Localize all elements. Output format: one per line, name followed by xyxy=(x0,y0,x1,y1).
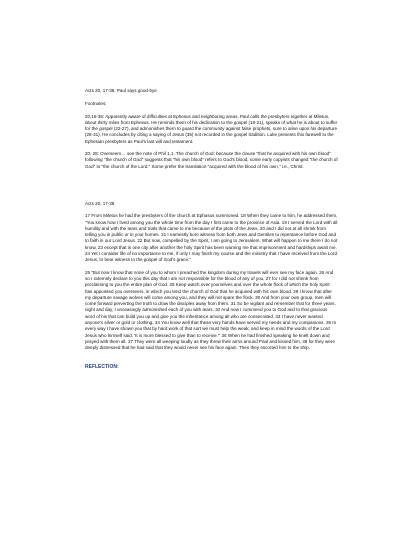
footnote-1: 20,16-35: Apparently aware of difficulties at Ephesus and neighboring areas, Paul calls the presbyters together at Miletus, about thirty miles from Ephesus. He reminds them of his dedication to the gospel (18-21), speaks of what he is about to suffer for the gospel (22-27), and admonishes them to guard the community against false prophets, sure to arise upon his departure (28-31). He concludes by citing a saying of Jesus (35) not recorded in the gospel tradition. Luke presents this farewell to the Ephesian presbyters as Paul's last will and testament. xyxy=(85,113,338,144)
scripture-paragraph-1: 17 From Miletus he had the presbyters of the church at Ephasus summoned. 18 When they came to him, he addressed them, "You know how I lived among you the whole time from the day I first came to the province of Asia. 19 I served the Lord with all humility and with the tears and trials that came to me because of the plots of the Jews, 20 and I did not at all shrink from telling you in public or in your homes. 21 I earnestly bore witness from both Jews and Gentiles to repentance before God and to faith in our Lord Jesus. 22 But now, compelled by the Spirit, I am going to Jerusalem. What will happen to me there I do not know, 23 except that in one city after another the holy Spirit has been warning me that imprisonment and hardships await me. 24 Yet I consider life of no importance to me, if only I may finish my course and the ministry that I have received from the Lord Jesus, to bear witness to the gospel of God's grace." xyxy=(85,213,338,263)
footnote-2: 20, 28: Overseers… see the note of Phil 1,1. The church of God: because the clause "that he acquired with his own blood" following "the church of God" suggests that "his own blood" refers to God's blood, some early copyists changed "the church of God" to "the church of the Lord." Some prefer the translation "acquired with the blood of his own," i.e., Christ. xyxy=(85,151,338,169)
scripture-heading: Acts 20, 17-38 xyxy=(85,200,115,206)
footnotes-heading: Footnotes: xyxy=(85,101,107,107)
reflection-heading: REFLECTION: xyxy=(85,363,119,370)
document-page xyxy=(85,88,338,370)
document-title: Acts 20, 17-38: Paul says good-bye xyxy=(85,88,157,93)
scripture-paragraph-2: 25 "But now I know that none of you to whom I preached the kingdom during my travels will ever see my face again. 26 And so I solemnly declare to you this day that I am not responsible for the blood of any of you, 27 for I did not shrink from proclaiming to you the entire plan of God. 28 Keep watch over yourselves and over the whole flock of which the holy Spirit has appointed you overseers, in which you tend the church of God that he acquired with his own blood. 29 I know that after my departure savage wolves will come among you, and they will not spare the flock. 30 And from your own group, men will come forward perverting the truth to draw the disciples away from them. 31 So be vigilant and remember that for three years, night and day, I unceasingly admonished each of you with tears. 32 And now I commend you to God and to that gracious word of his that can build you up and give you the inheritance among all who are consecrated. 33 I have never wanted anyone's silver or gold or clothing. 34 You know well that these very hands have served my needs and my companions. 35 In every way I have shown you that by hard work of that sort we must help the weak, and keep in mind the words of the Lord Jesus who himself said, 'It is more blessed to give than to receive.'" 36 When he had finished speaking he knelt down and prayed with them all. 37 They were all weeping loudly as they threw their arms around Paul and kissed him, 38 for they were deeply distressed that he had said that they would never see his face again. Then they escorted him to the ship. xyxy=(85,269,337,351)
